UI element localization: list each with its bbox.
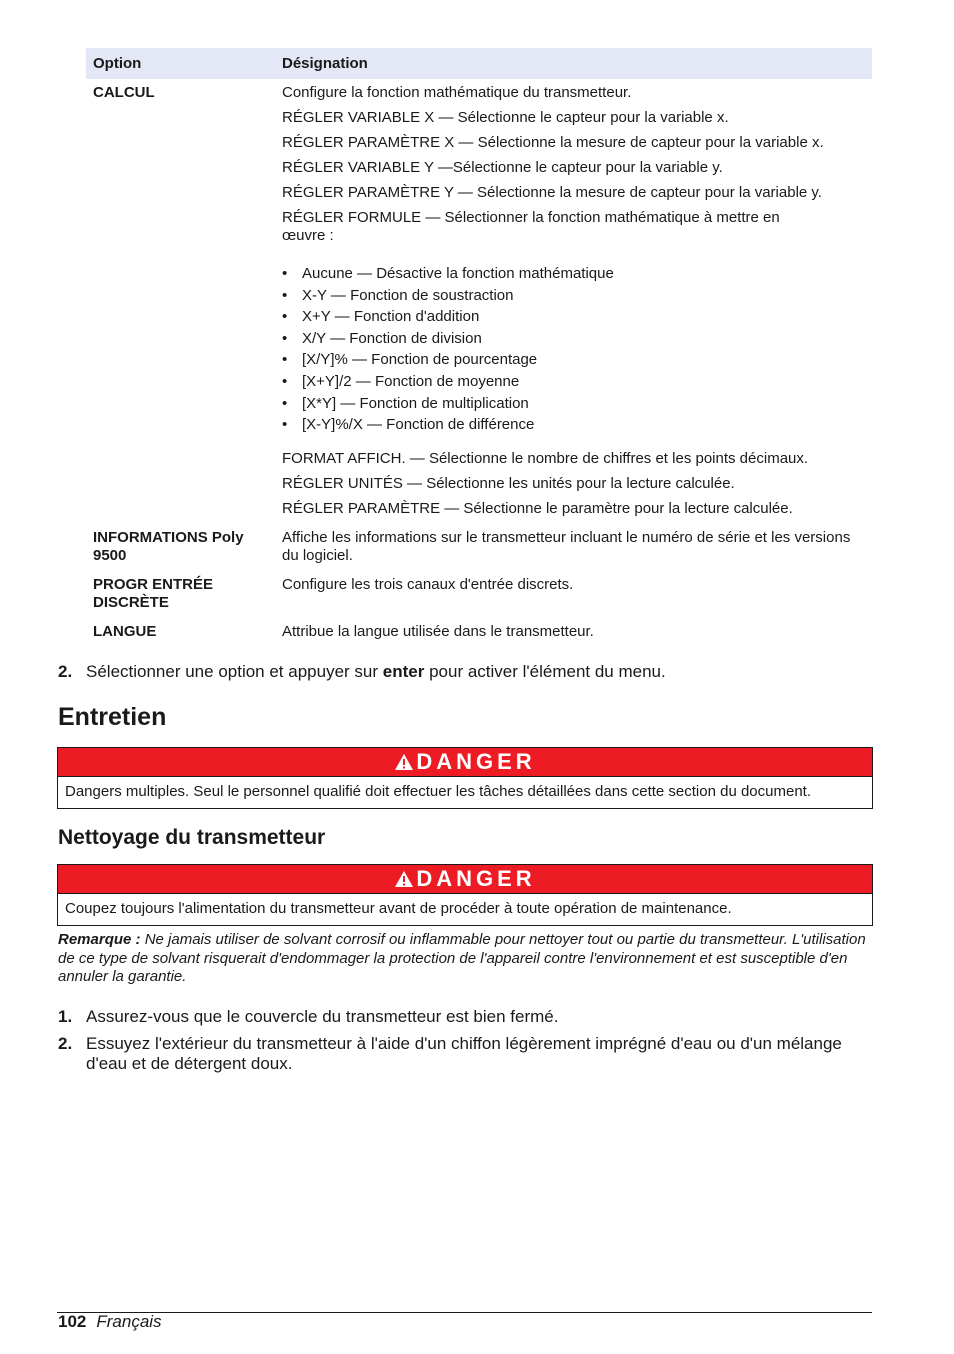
danger-box — [57, 864, 873, 926]
option-cell: LANGUE — [93, 622, 157, 640]
danger-header — [58, 748, 872, 777]
list-item: • Aucune — Désactive la fonction mathématique — [282, 263, 865, 285]
designation-cell: Affiche les informations sur le transmetteur incluant le numéro de série et les versions du logiciel. — [282, 528, 851, 564]
list-item: • X-Y — Fonction de soustraction — [282, 285, 865, 307]
designation-cell — [275, 79, 872, 524]
desc-line: Configure la fonction mathématique du transmetteur. — [282, 84, 632, 101]
note-text: Ne jamais utiliser de solvant corrosif ou inflammable pour nettoyer tout ou partie du transmetteur. L'utilisation de ce type de solvant risquerait d'endommager la protection de l'appareil contre l'environnement et est susceptible d'en annuler la garantie. — [58, 931, 866, 985]
desc-line: RÉGLER VARIABLE Y —Sélectionne le capteur pour la variable y. — [282, 159, 723, 176]
list-item: • [X*Y] — Fonction de multiplication — [282, 393, 865, 415]
designation-cell: Attribue la langue utilisée dans le transmetteur. — [282, 622, 594, 640]
option-cell: PROGR ENTRÉE DISCRÈTE — [93, 575, 214, 611]
desc-line: RÉGLER PARAMÈTRE X — Sélectionne la mesure de capteur pour la variable x. — [282, 134, 824, 151]
page-footer — [58, 1312, 162, 1332]
danger-label: DANGER — [416, 749, 536, 774]
footer-language: Français — [96, 1312, 162, 1331]
table-row — [86, 571, 872, 618]
danger-label: DANGER — [416, 866, 536, 891]
step-number: 1. — [58, 1007, 73, 1026]
danger-text: Dangers multiples. Seul le personnel qualifié doit effectuer les tâches détaillées dans cette section du document. — [65, 783, 812, 800]
desc-line: RÉGLER PARAMÈTRE Y — Sélectionne la mesure de capteur pour la variable y. — [282, 184, 822, 201]
danger-box — [57, 747, 873, 809]
section-title: Entretien — [58, 703, 167, 731]
list-item: • [X/Y]% — Fonction de pourcentage — [282, 349, 865, 371]
step-text-part: pour activer l'élément du menu. — [429, 662, 666, 681]
table-row — [86, 618, 872, 647]
table-row — [86, 524, 872, 571]
table-row — [86, 79, 872, 524]
enter-key-label: enter — [382, 662, 425, 681]
page-number: 102 — [58, 1312, 87, 1331]
step-text: Assurez-vous que le couvercle du transmetteur est bien fermé. — [86, 1007, 559, 1026]
danger-text: Coupez toujours l'alimentation du transmetteur avant de procéder à toute opération de maintenance. — [65, 900, 732, 917]
footer-divider — [57, 1312, 872, 1313]
danger-header — [58, 865, 872, 894]
step-number: 2. — [58, 1034, 73, 1053]
options-table — [86, 48, 872, 647]
step-text-part: Sélectionner une option et appuyer sur — [86, 662, 379, 681]
desc-line: RÉGLER VARIABLE X — Sélectionne le capteur pour la variable x. — [282, 109, 729, 126]
option-cell: INFORMATIONS Poly 9500 — [93, 528, 244, 564]
designation-cell: Configure les trois canaux d'entrée discrets. — [282, 575, 574, 593]
list-item: • X/Y — Fonction de division — [282, 328, 865, 350]
table-header-row — [86, 48, 872, 79]
desc-line: RÉGLER UNITÉS — Sélectionne les unités pour la lecture calculée. — [282, 474, 735, 492]
step-text: Essuyez l'extérieur du transmetteur à l'aide d'un chiffon légèrement imprégné d'eau ou d'un mélange d'eau et de détergent doux. — [86, 1034, 842, 1073]
formula-list — [282, 263, 865, 436]
list-item: • [X+Y]/2 — Fonction de moyenne — [282, 371, 865, 393]
column-header-designation: Désignation — [275, 48, 872, 79]
warning-triangle-icon — [394, 870, 414, 888]
subsection-title: Nettoyage du transmetteur — [58, 826, 326, 849]
desc-line: RÉGLER PARAMÈTRE — Sélectionne le paramètre pour la lecture calculée. — [282, 499, 793, 517]
note — [58, 931, 870, 987]
note-label: Remarque : — [58, 931, 141, 948]
desc-line: FORMAT AFFICH. — Sélectionne le nombre de chiffres et les points décimaux. — [282, 449, 809, 467]
option-cell: CALCUL — [93, 84, 155, 101]
list-item: • [X-Y]%/X — Fonction de différence — [282, 414, 865, 436]
column-header-option: Option — [86, 48, 275, 79]
list-item: • X+Y — Fonction d'addition — [282, 306, 865, 328]
desc-line: RÉGLER FORMULE — Sélectionner la fonction mathématique à mettre en œuvre : — [282, 209, 780, 244]
warning-triangle-icon — [394, 753, 414, 771]
step-number: 2. — [58, 662, 73, 681]
step-text — [86, 662, 876, 682]
